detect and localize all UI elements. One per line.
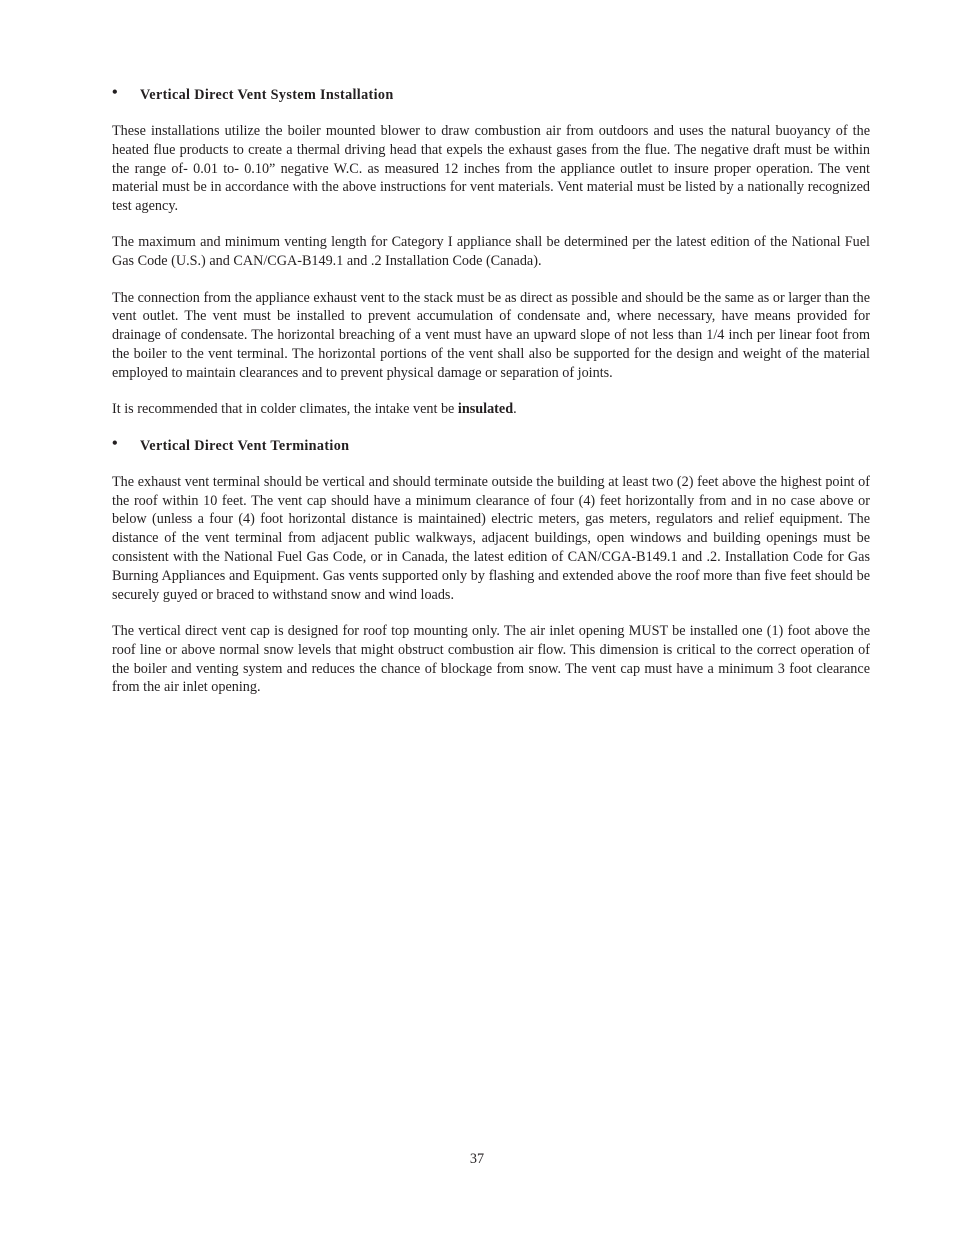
bullet-icon: • (112, 434, 118, 452)
paragraph-stack-connection: The connection from the appliance exhaust vent to the stack must be as direct as possible and should be the same as or larger than the vent outlet. The vent must be installed to prevent accumulation of condensate and, where necessary, have means provided for drainage of condensate. The horizontal breaching of a vent must have an upward slope of not less than 1/4 inch per linear foot from the boiler to the vent terminal. The horizontal portions of the vent shall also be supported for the design and weight of the material employed to maintain clearances and to prevent physical damage or separation of joints. (112, 289, 870, 381)
section-heading-system-installation (112, 86, 870, 104)
paragraph-insulated (112, 400, 870, 419)
page-number: 37 (469, 1151, 485, 1167)
paragraph-vent-cap: The vertical direct vent cap is designed for roof top mounting only. The air inlet opening MUST be installed one (1) foot above the roof line or above normal snow levels that might obstruct combustion air flow. This dimension is critical to the correct operation of the boiler and venting system and reduces the chance of blockage from snow. The vent cap must have a minimum 3 foot clearance from the air inlet opening. (112, 622, 870, 696)
insulated-before: It is recommended that in colder climates, the intake vent be (112, 401, 458, 418)
heading-text: Vertical Direct Vent System Installation (140, 87, 394, 103)
paragraph-buoyancy: These installations utilize the boiler mounted blower to draw combustion air from outdoors and uses the natural buoyancy of the heated flue products to create a thermal driving head that expels the exhaust gases from the flue. The negative draft must be within the range of- 0.01 to- 0.10” negative W.C. as measured 12 inches from the appliance outlet to insure proper operation. The vent material must be in accordance with the above instructions for vent materials. Vent material must be listed by a nationally recognized test agency. (112, 123, 870, 215)
paragraph-exhaust-terminal: The exhaust vent terminal should be vertical and should terminate outside the building at least two (2) feet above the highest point of the roof within 10 feet. The vent cap should have a minimum clearance of four (4) feet horizontally from and in no case above or below (unless a four (4) foot horizontal distance is maintained) electric meters, gas meters, regulators and relief equipment. The distance of the vent terminal from adjacent public walkways, adjacent buildings, open windows and building openings must be consistent with the National Fuel Gas Code, or in Canada, the latest edition of CAN/CGA-B149.1 and .2. Installation Code for Gas Burning Appliances and Equipment. Gas vents supported only by flashing and extended above the roof more than five feet should be securely guyed or braced to withstand snow and wind loads. (112, 473, 870, 603)
paragraph-venting-length: The maximum and minimum venting length for Category I appliance shall be determined per the latest edition of the National Fuel Gas Code (U.S.) and CAN/CGA-B149.1 and .2 Installation Code (Canada). (112, 234, 870, 270)
insulated-after: . (513, 401, 517, 418)
heading-text: Vertical Direct Vent Termination (140, 437, 350, 454)
insulated-bold: insulated (457, 401, 514, 418)
section-heading-termination (112, 434, 870, 455)
bullet-icon: • (112, 84, 118, 101)
document-page (112, 86, 870, 715)
